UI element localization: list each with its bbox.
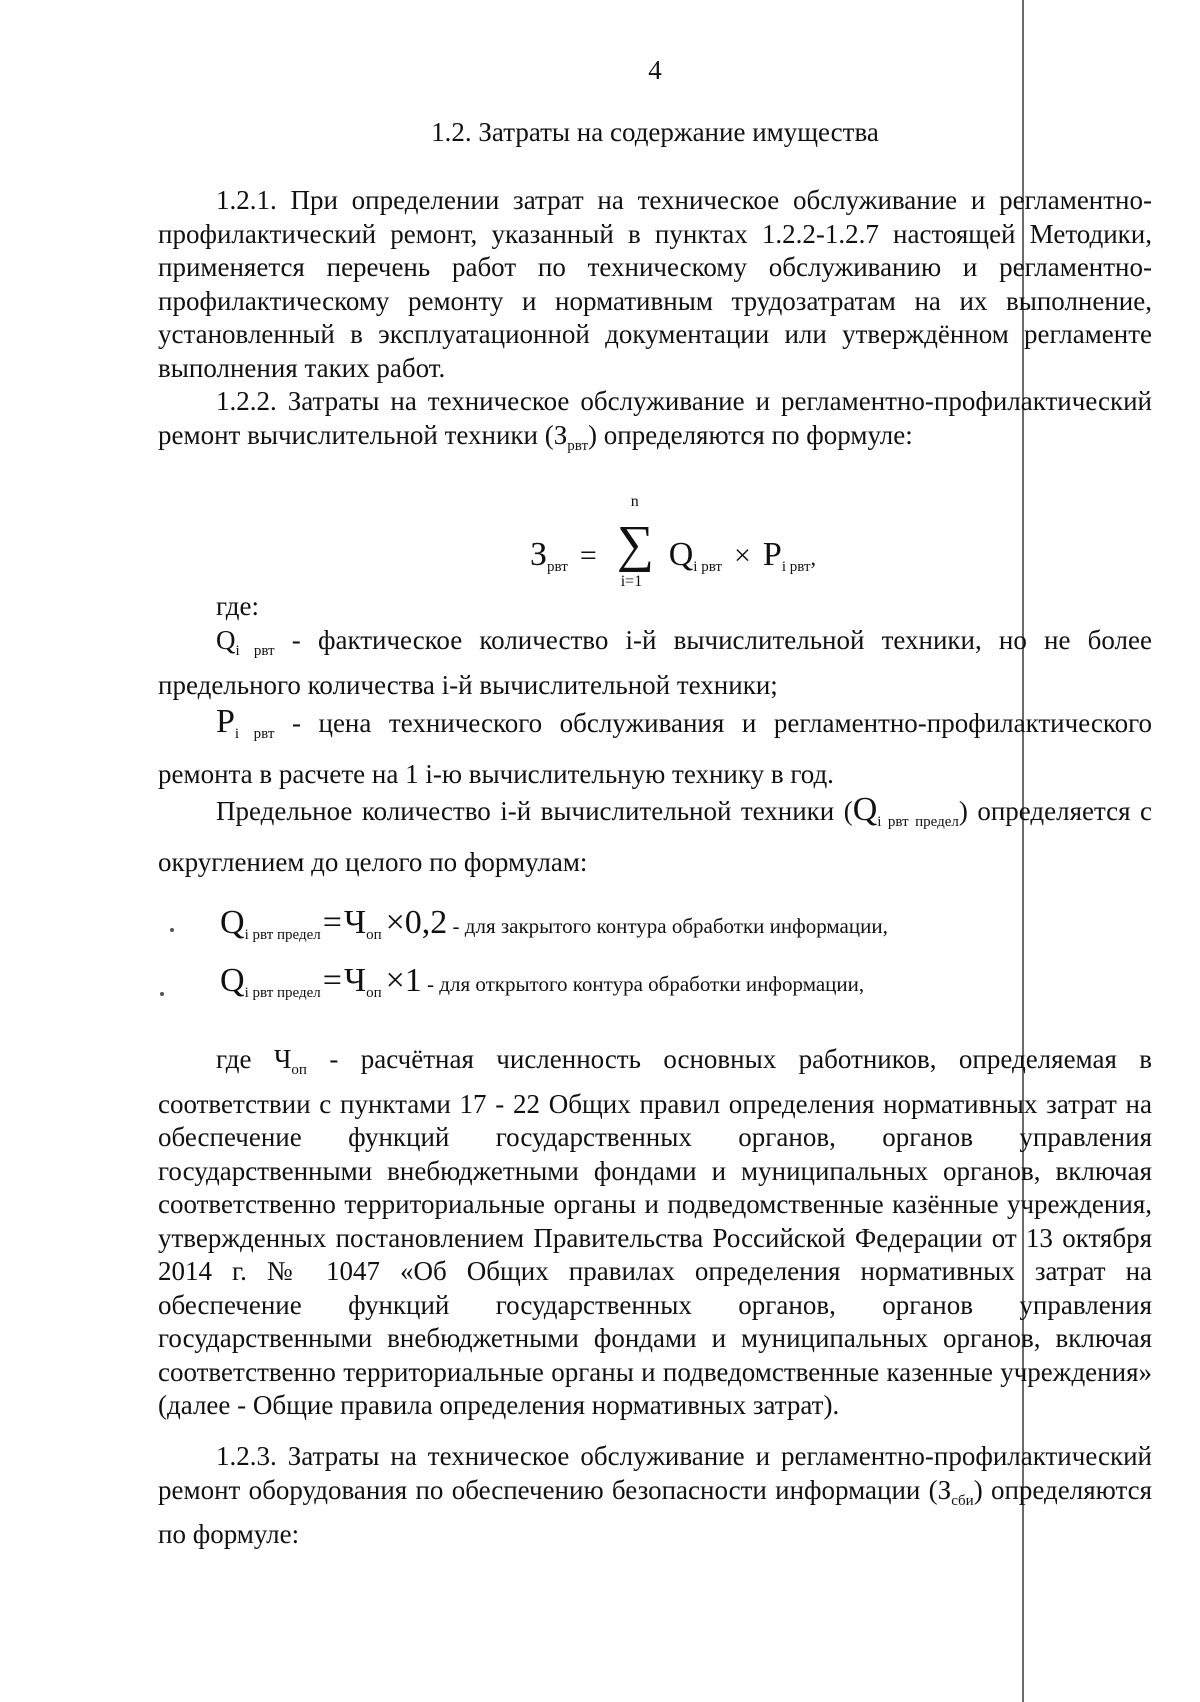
formula-z-rvt [530, 493, 817, 590]
formula-equals: = [579, 539, 597, 572]
section-title: 1.2. Затраты на содержание имущества [431, 117, 879, 147]
where-label: где: [216, 591, 259, 621]
symbol-z-sbi-subscript: сби [951, 1492, 974, 1509]
closed-times: × [385, 904, 405, 941]
where-ch-paragraph [158, 1043, 1152, 1423]
sum-upper-limit: n [630, 493, 639, 510]
closed-lhs: Q [220, 904, 245, 941]
sigma-symbol: ∑ [616, 516, 654, 573]
definition-p-symbol: P [216, 703, 235, 740]
closed-lhs-subscript: i рвт предел [244, 927, 321, 943]
paragraph-1-2-2 [158, 385, 1152, 463]
open-note: - для открытого контура обработки информации, [421, 972, 865, 996]
formula-lhs: З [530, 536, 548, 573]
paragraph-1-2-2-text-b: ) определяются по формуле: [588, 419, 913, 450]
definition-q-text: - фактическое количество i-й вычислительной техники, но не более предельного количества i-й вычислительной техники; [158, 625, 1152, 700]
closed-equals: = [322, 904, 342, 941]
closed-ch: Ч [343, 904, 367, 941]
open-ch: Ч [343, 962, 367, 999]
closed-factor: 0,2 [404, 904, 448, 941]
limit-text-a: Предельное количество i-й вычислительной техники ( [216, 796, 853, 826]
where-ch-text-a: где [216, 1044, 274, 1074]
open-equals: = [322, 962, 342, 999]
where-ch-subscript: оп [291, 1062, 307, 1078]
definition-p-text: - цена технического обслуживания и регламентно-профилактического ремонта в расчете на 1 i-ю вычислительную технику в год. [158, 708, 1152, 789]
formula-sum [613, 493, 661, 590]
open-factor: 1 [404, 962, 422, 999]
formula-p: P [762, 536, 782, 573]
limit-subscript: i рвт предел [877, 814, 959, 830]
formula-closed-contour [220, 904, 888, 944]
scan-dot [170, 928, 174, 932]
open-lhs-subscript: i рвт предел [244, 985, 321, 1001]
where-ch-symbol: Ч [273, 1044, 292, 1074]
paragraph-1-2-3-text-a: 1.2.3. Затраты на техническое обслуживание и регламентно-профилактический ремонт оборудования по обеспечению безопасности информации ( [158, 1441, 1152, 1505]
paragraph-1-2-3-text-b: ) определяются по формуле: [158, 1474, 1152, 1549]
paragraph-1-2-3 [158, 1440, 1152, 1552]
scan-dot [160, 992, 164, 996]
symbol-z-rvt: З [553, 419, 568, 450]
limit-symbol: Q [852, 791, 878, 828]
definition-q-symbol: Q [216, 625, 236, 655]
closed-note: - для закрытого контура обработки информации, [447, 914, 888, 938]
page-number: 4 [648, 55, 662, 85]
formula-p-subscript: i рвт [781, 559, 811, 575]
open-ch-subscript: оп [366, 985, 382, 1001]
formula-q-subscript: i рвт [693, 559, 722, 575]
closed-ch-subscript: оп [366, 927, 382, 943]
formula-open-contour [220, 962, 864, 1002]
limit-paragraph [158, 790, 1152, 882]
where-ch-text-b: - расчётная численность основных работников, определяемая в соответствии с пунктами 17 - 22 Общих правил определения нормативных затрат на обеспечение функций государственных органов, органов управления государственными внебюджетными фондами и муниципальных органов, включая соответственно территориальные органы и подведомственные казённые учреждения, утвержденных постановлением Правительства Российской Федерации от 13 октября 2014 г. № 1047 «Об Общих правилах определения нормативных затрат на обеспечение функций государственных органов, органов управления государственными внебюджетными фондами и муниципальных органов, включая соответственно территориальные органы и подведомственные казенные учреждения» (далее - Общие правила определения нормативных затрат). [158, 1044, 1153, 1420]
formula-q: Q [668, 536, 694, 573]
paragraph-1-2-1: 1.2.1. При определении затрат на техническое обслуживание и регламентно-профилактический ремонт, указанный в пунктах 1.2.2-1.2.7 настоящей Методики, применяется перечень работ по техническому обслуживанию и регламентно-профилактическому ремонту и нормативным трудозатратам на их выполнение, установленный в эксплуатационной документации или утверждённом регламенте выполнения таких работ. [158, 185, 1152, 383]
formula-times: × [733, 539, 751, 572]
sum-lower-limit: i=1 [620, 573, 643, 590]
definition-q-subscript: i рвт [235, 643, 275, 659]
definition-p-subscript: i рвт [234, 726, 275, 742]
open-times: × [385, 962, 405, 999]
formula-lhs-subscript: рвт [547, 559, 568, 575]
definition-q [158, 624, 1152, 702]
open-lhs: Q [220, 962, 245, 999]
formula-tail: , [810, 545, 817, 570]
paragraph-1-2-2-text-a: 1.2.2. Затраты на техническое обслуживание и регламентно-профилактический ремонт вычислительной техники ( [158, 386, 1152, 450]
limit-text-b: ) определяется с округлением до целого по формулам: [158, 796, 1153, 877]
definition-p [158, 702, 1152, 794]
symbol-z-rvt-subscript: рвт [567, 437, 589, 454]
symbol-z-sbi: З [937, 1474, 952, 1505]
